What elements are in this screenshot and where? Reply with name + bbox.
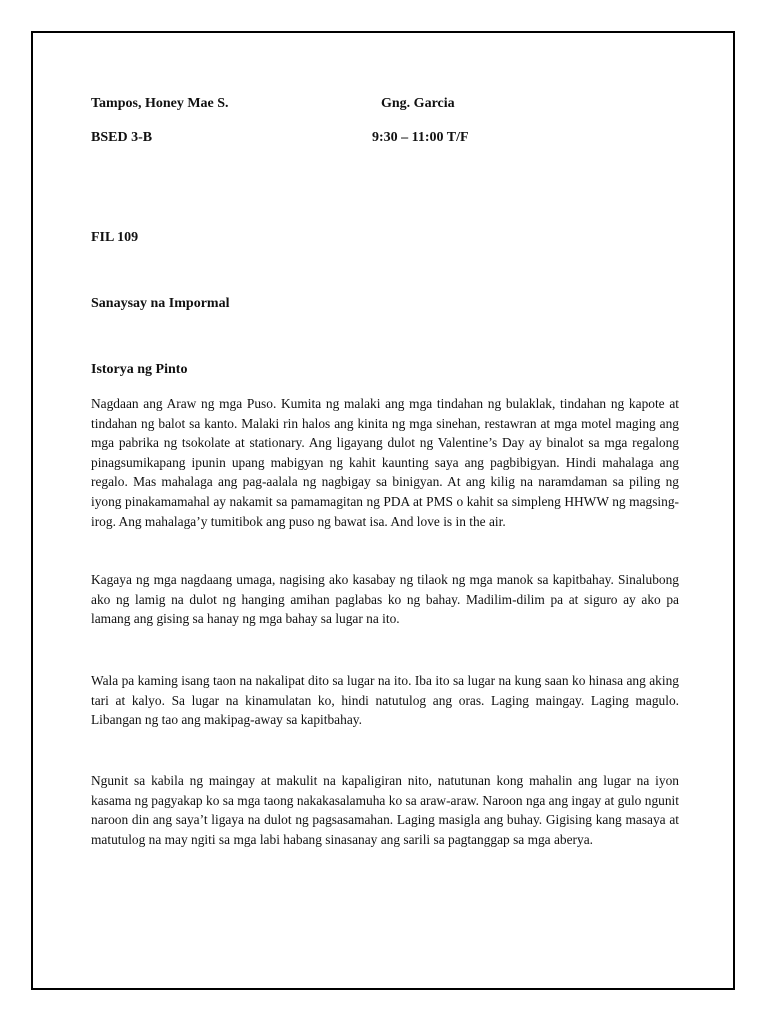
section: BSED 3-B [91,130,153,145]
schedule: 9:30 – 11:00 T/F [372,130,469,145]
paragraph-2: Kagaya ng mga nagdaang umaga, nagising ako kasabay ng tilaok ng mga manok sa kapitbahay. Sinalubong ako ng lamig na dulot ng hanging amihan paglabas ko ng bahay. Madilim-dilim pa at siguro ay ako pa lamang ang gising sa hanay ng mga bahay sa lugar na ito. [91,572,679,627]
essay-genre: Sanaysay na Impormal [91,296,230,311]
student-name: Tampos, Honey Mae S. [91,96,229,111]
document-page [31,31,735,990]
course-code: FIL 109 [91,230,139,245]
essay-title: Istorya ng Pinto [91,362,188,377]
paragraph-3: Wala pa kaming isang taon na nakalipat dito sa lugar na ito. Iba ito sa lugar na kung saan ko hinasa ang aking tari at kalyo. Sa lugar na kinamulatan ko, hindi natutulog ang oras. Laging maingay. Laging magulo. Libangan ng tao ang makipag-away sa kapitbahay. [91,673,679,728]
teacher-name: Gng. Garcia [381,96,455,111]
paragraph-1: Nagdaan ang Araw ng mga Puso. Kumita ng malaki ang mga tindahan ng bulaklak, tindahan ng kapote at tindahan ng balot sa kanto. Malaki rin halos ang kinita ng mga sinehan, restawran at mga motel maging ang mga pabrika ng tsokolate at stationary. Ang ligayang dulot ng Valentine’s Day ay binalot sa mga regalong pinagsumikapang ipunin upang mabigyan ng kahit kaunting saya ang pagbibigyan. Hindi mahalaga ang regalo. Mas mahalaga ang pag-aalala ng nagbigay sa binigyan. At ang kilig na naramdaman sa piling ng iyong pinakamamahal ay nakamit sa pamamagitan ng PDA at PMS o kahit sa simpleng HHWW ng magsing-irog. Ang mahalaga’y tumitibok ang puso ng bawat isa. And love is in the air. [91,396,679,529]
paragraph-4: Ngunit sa kabila ng maingay at makulit na kapaligiran nito, natutunan kong mahalin ang lugar na iyon kasama ng pagyakap ko sa mga taong nakakasalamuha ko sa araw-araw. Naroon nga ang ingay at gulo ngunit naroon din ang saya’t ligaya na dulot ng pagsasamahan. Laging masigla ang buhay. Gigising kang masaya at matutulog na may ngiti sa mga labi habang sinasanay ang sarili sa pagtanggap sa mga aberya. [91,773,679,847]
